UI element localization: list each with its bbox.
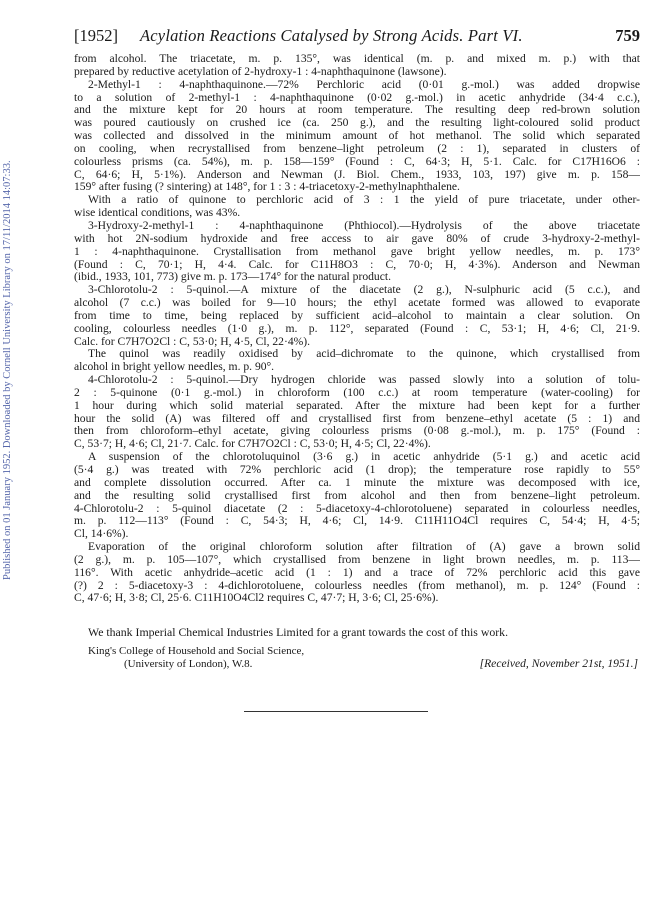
text-line: alcohol (7 c.c.) was boiled for 9—10 hours; the ethyl acetate formed was allowed to evaporate	[74, 297, 640, 310]
text-line: With a ratio of quinone to perchloric acid of 3 : 1 the yield of pure triacetate, under other-	[88, 194, 640, 207]
text-line: wise identical conditions, was 43%.	[74, 207, 241, 220]
text-line: Evaporation of the original chloroform solution after filtration of (A) gave a brown solid	[88, 541, 640, 554]
text-line: hour the solid (A) was filtered off and crystallised first from benzene–ethyl acetate (5 : 1) and	[74, 412, 640, 425]
download-notice-text: Published on 01 January 1952. Downloaded by Cornell University Library on 17/11/2014 14:07:33.	[2, 160, 13, 580]
text-line: C, 64·6; H, 5·1%). Anderson and Newman (J. Biol. Chem., 1933, 103, 197) give m. p. 158—	[74, 168, 640, 181]
text-line: A suspension of the chlorotoluquinol (3·6 g.) in acetic anhydride (5·1 g.) and acetic acid	[88, 451, 640, 464]
affiliation-line-2: (University of London), W.8.	[124, 657, 253, 670]
text-line: and the mixture kept for 20 hours at room temperature. The resulting deep red-brown solution	[74, 104, 640, 117]
header-title: Acylation Reactions Catalysed by Strong Acids. Part VI.	[140, 26, 523, 45]
text-line: from time to time, being replaced by sufficient acid–alcohol to maintain a clear solution. On	[74, 309, 640, 322]
text-line: colourless prisms (ca. 54%), m. p. 158—159° (Found : C, 64·3; H, 5·1. Calc. for C17H16O6 :	[74, 155, 640, 168]
running-header	[74, 26, 640, 48]
text-line: then from chloroform–ethyl acetate, giving colourless prisms (0·08 g.-mol.), m. p. 175° (Found :	[74, 425, 640, 438]
text-line: cooling, colourless needles (1·0 g.), m. p. 112°, separated (Found : C, 53·1; H, 4·6; Cl, 21·9.	[74, 322, 640, 335]
text-line: from alcohol. The triacetate, m. p. 135°, was identical (m. p. and mixed m. p.) with that	[74, 53, 640, 65]
text-line: Calc. for C7H7O2Cl : C, 53·0; H, 4·5, Cl, 22·4%).	[74, 335, 311, 348]
text-line: 1 : 4-naphthaquinone. Crystallisation from methanol gave bright yellow needles, m. p. 173°	[74, 245, 640, 258]
text-line: alcohol in bright yellow needles, m. p. 90°.	[74, 361, 275, 374]
text-line: was poured cautiously on crushed ice (ca. 250 g.), and the resulting light-coloured solid product	[74, 117, 640, 130]
text-line: to a solution of 2-methyl-1 : 4-naphthaquinone (0·02 g.-mol.) in acetic anhydride (34·4 c.c.),	[74, 91, 640, 104]
affiliation-line-1: King's College of Household and Social Science,	[88, 645, 305, 657]
text-line: and complete dissolution occurred. After ca. 1 minute the mixture was decomposed with ice,	[74, 476, 640, 489]
page-number: 759	[615, 26, 640, 45]
text-line: 4-Chlorotolu-2 : 5-quinol diacetate (2 : 5-diacetoxy-4-chlorotoluene) separated in colourless needles,	[74, 502, 640, 515]
text-line: (2 g.), m. p. 105—107°, which crystallised from benzene in light brown needles, m. p. 113—	[74, 553, 640, 566]
text-line: Cl, 14·6%).	[74, 528, 129, 541]
text-line: 159° after fusing (? sintering) at 148°, for 1 : 3 : 4-triacetoxy-2-methylnaphthalene.	[74, 181, 460, 194]
text-line: 2-Methyl-1 : 4-naphthaquinone.—72% Perchloric acid (0·01 g.-mol.) was added dropwise	[88, 78, 640, 91]
text-line: The quinol was readily oxidised by acid–dichromate to the quinone, which crystallised from	[88, 348, 640, 361]
text-line: on cooling, when recrystallised from benzene–light petroleum (2 : 1), separated in clusters of	[74, 142, 640, 155]
end-rule	[244, 711, 428, 712]
text-line: was collected and dissolved in the minimum amount of hot methanol. The solid which separated	[74, 130, 640, 143]
affiliation	[88, 645, 304, 670]
header-year: [1952]	[74, 26, 118, 45]
text-line: 3-Chlorotolu-2 : 5-quinol.—A mixture of the diacetate (2 g.), N-sulphuric acid (5 c.c.), and	[88, 284, 640, 297]
download-notice	[2, 160, 18, 580]
text-line: (5·4 g.) was treated with 72% perchloric acid (1 drop); the temperature rose rapidly to 55°	[74, 464, 640, 476]
text-line: and the resulting solid crystallised first from alcohol and then from benzene–light petroleum.	[74, 489, 640, 502]
text-line: with hot 2N-sodium hydroxide and free access to air gave 80% of crude 3-hydroxy-2-methyl-	[74, 232, 640, 245]
received-date: [Received, November 21st, 1951.]	[479, 657, 638, 670]
text-line: (?) 2 : 5-diacetoxy-3 : 4-dichlorotoluene, colourless needles (from methanol), m. p. 124° (Found :	[74, 579, 640, 592]
text-line: (Found : C, 70·1; H, 4·4. Calc. for C11H8O3 : C, 70·0; H, 4·3%). Anderson and Newman	[74, 258, 640, 271]
text-line: 1 hour during which solid material separated. After the mixture had been kept for a further	[74, 399, 640, 412]
text-line: m. p. 112—113° (Found : C, 54·3; H, 4·6; Cl, 14·9. C11H11O4Cl requires C, 54·4; H, 4·5;	[74, 515, 640, 528]
text-line: 4-Chlorotolu-2 : 5-quinol.—Dry hydrogen chloride was passed slowly into a solution of tolu-	[88, 374, 640, 387]
text-line: 2 : 5-quinone (0·1 g.-mol.) in chloroform (100 c.c.) at room temperature (water-cooling) for	[74, 386, 640, 399]
text-line: 3-Hydroxy-2-methyl-1 : 4-naphthaquinone (Phthiocol).—Hydrolysis of the above triacetate	[88, 219, 640, 232]
text-line: (ibid., 1933, 101, 773) give m. p. 173—174° for the natural product.	[74, 271, 391, 284]
text-line: C, 53·7; H, 4·6; Cl, 21·7. Calc. for C7H7O2Cl : C, 53·0; H, 4·5; Cl, 22·4%).	[74, 438, 431, 451]
acknowledgement: We thank Imperial Chemical Industries Limited for a grant towards the cost of this work.	[88, 625, 509, 639]
text-line: 116°. With acetic anhydride–acetic acid (1 : 1) and a trace of 72% perchloric acid this gave	[74, 566, 640, 579]
article-body	[74, 53, 640, 605]
text-line: C, 47·6; H, 3·8; Cl, 25·6. C11H10O4Cl2 requires C, 47·7; H, 3·6; Cl, 25·6%).	[74, 592, 439, 605]
text-line: prepared by reductive acetylation of 2-hydroxy-1 : 4-naphthaquinone (lawsone).	[74, 65, 447, 78]
